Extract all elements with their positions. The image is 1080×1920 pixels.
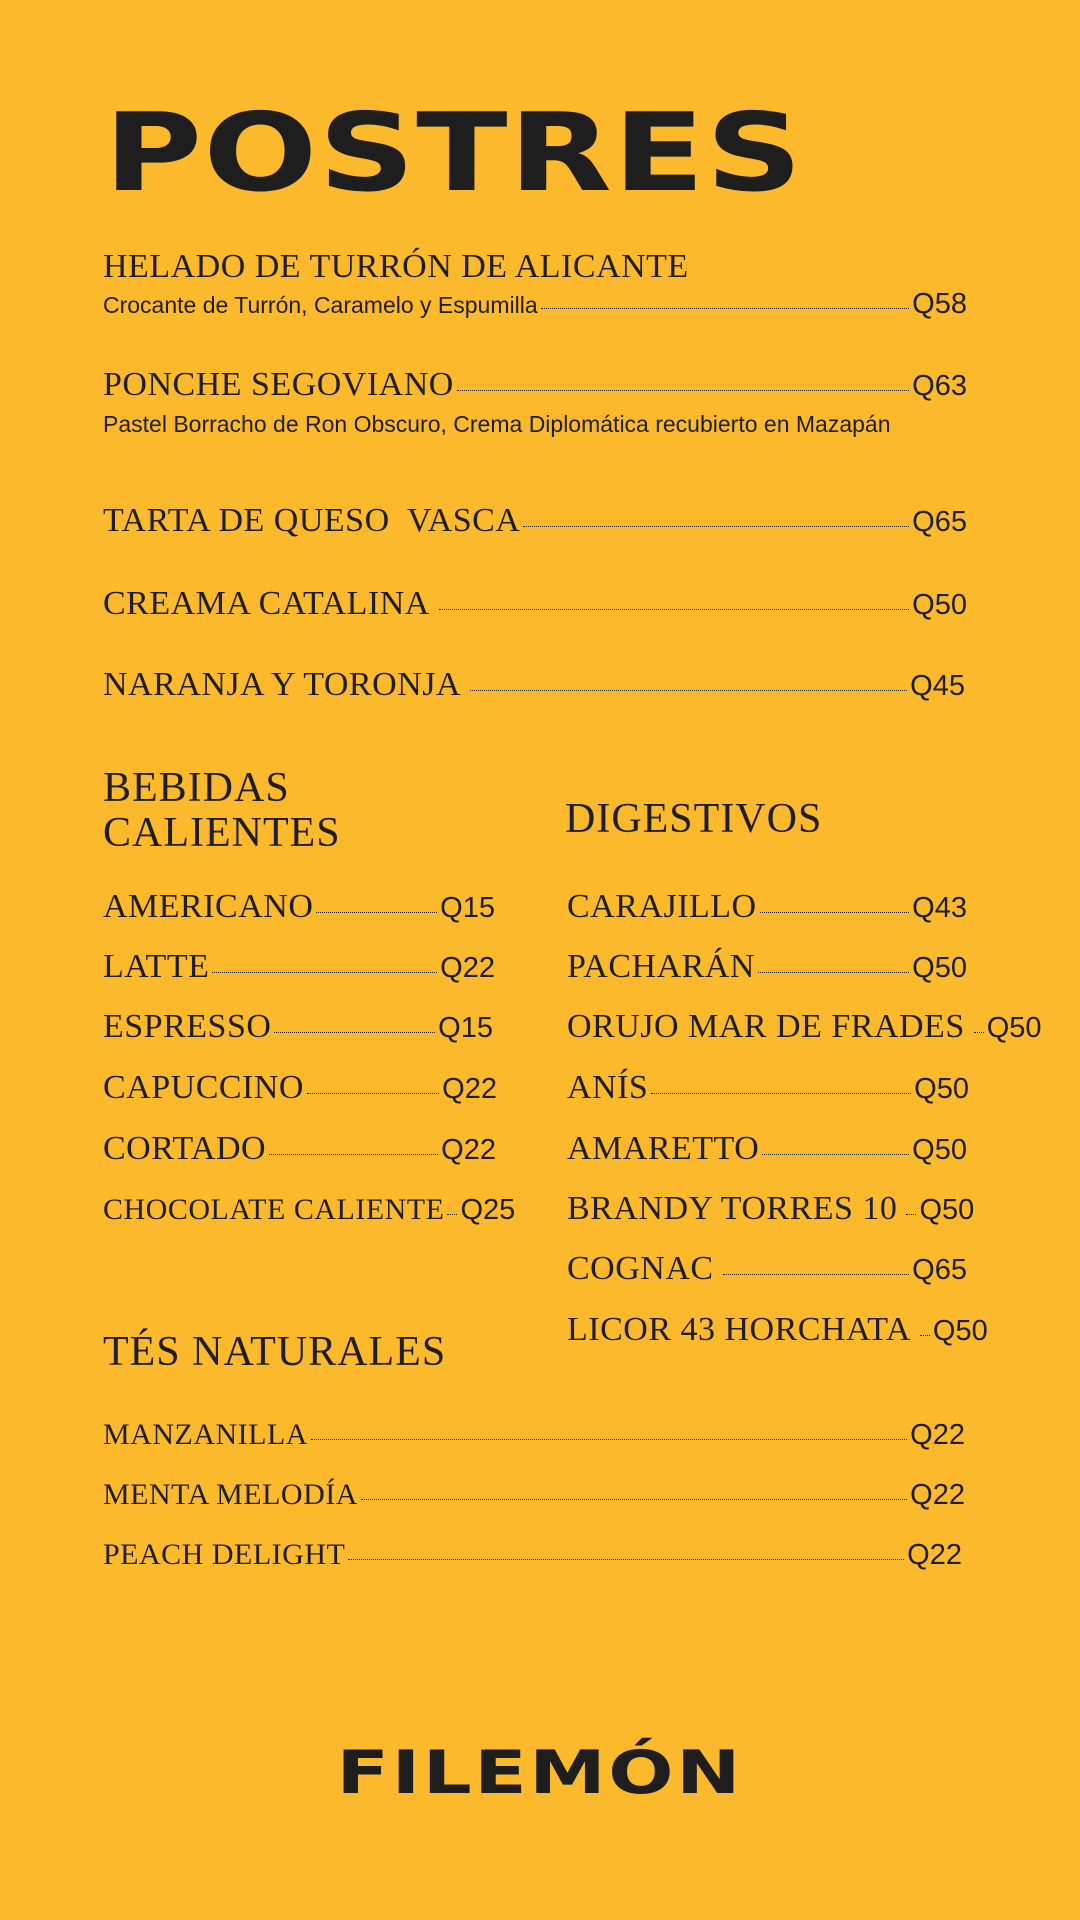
menu-item-ponche <box>103 366 967 404</box>
item-price: Q22 <box>910 1479 965 1511</box>
item-price: Q22 <box>910 1419 965 1451</box>
item-name: CHOCOLATE CALIENTE <box>103 1193 445 1226</box>
menu-item-amaretto <box>567 1130 967 1168</box>
dot-leader <box>651 1093 911 1094</box>
brand-logo <box>0 1738 1080 1808</box>
menu-item-capuccino <box>103 1069 497 1107</box>
menu-item-tarta <box>103 502 967 540</box>
item-name: MANZANILLA <box>103 1418 308 1451</box>
dot-leader <box>457 390 909 391</box>
item-price: Q15 <box>440 892 495 924</box>
item-name: ANÍS <box>567 1069 649 1106</box>
section-title-bebidas-calientes <box>103 766 341 856</box>
menu-item-anis <box>567 1069 969 1107</box>
item-name: BRANDY TORRES 10 <box>567 1190 898 1227</box>
item-price: Q43 <box>912 892 967 924</box>
dot-leader <box>541 308 910 309</box>
section-title-line: CALIENTES <box>103 810 341 856</box>
item-price: Q25 <box>460 1194 516 1226</box>
dot-leader <box>760 912 910 913</box>
item-price: Q50 <box>914 1073 969 1105</box>
item-price: Q50 <box>912 1134 967 1166</box>
item-description: Crocante de Turrón, Caramelo y Espumilla <box>103 292 538 318</box>
item-price: Q50 <box>986 1012 1042 1044</box>
item-price: Q58 <box>912 288 967 320</box>
menu-item-brandy <box>567 1190 975 1228</box>
menu-item-espresso <box>103 1008 493 1046</box>
dot-leader <box>758 972 909 973</box>
item-name: HELADO DE TURRÓN DE ALICANTE <box>103 248 689 285</box>
dot-leader <box>269 1154 438 1155</box>
item-price: Q50 <box>912 952 967 984</box>
dot-leader <box>723 1274 910 1275</box>
item-name: AMERICANO <box>103 888 314 925</box>
dot-leader <box>974 1032 984 1033</box>
item-name: CREAMA CATALINA <box>103 585 430 622</box>
dot-leader <box>920 1335 930 1336</box>
dot-leader <box>906 1214 916 1215</box>
menu-title: POSTRES <box>104 91 804 216</box>
item-name: CARAJILLO <box>567 888 757 925</box>
item-name: LATTE <box>103 948 210 985</box>
dot-leader <box>447 1214 457 1215</box>
menu-item-naranja <box>103 666 965 704</box>
dot-leader <box>212 972 437 973</box>
item-name: MENTA MELODÍA <box>103 1478 358 1511</box>
dot-leader <box>311 1439 907 1440</box>
menu-item-cortado <box>103 1130 496 1168</box>
item-name: AMARETTO <box>567 1130 760 1167</box>
item-name: LICOR 43 HORCHATA <box>567 1311 911 1348</box>
brand-name: FILEMÓN <box>336 1738 744 1808</box>
menu-item-helado-name <box>103 248 689 286</box>
item-price: Q22 <box>907 1539 962 1571</box>
item-name: ORUJO MAR DE FRADES <box>567 1008 965 1045</box>
menu-item-peach-delight <box>103 1538 962 1572</box>
menu-item-pacharan <box>567 948 967 986</box>
menu-item-cognac <box>567 1250 967 1288</box>
item-price: Q22 <box>441 1134 496 1166</box>
item-name: PONCHE SEGOVIANO <box>103 366 454 403</box>
item-name: COGNAC <box>567 1250 714 1287</box>
item-price: Q50 <box>932 1315 988 1347</box>
item-description: Pastel Borracho de Ron Obscuro, Crema Diplomática recubierto en Mazapán <box>103 411 891 437</box>
dot-leader <box>470 690 907 691</box>
dot-leader <box>274 1032 435 1033</box>
item-name: ESPRESSO <box>103 1008 272 1045</box>
menu-item-latte <box>103 948 495 986</box>
item-price: Q63 <box>912 370 967 402</box>
item-price: Q22 <box>440 952 495 984</box>
section-title-tes-naturales: TÉS NATURALES <box>103 1329 447 1375</box>
menu-item-helado <box>103 288 967 321</box>
item-name: PACHARÁN <box>567 948 755 985</box>
dot-leader <box>762 1154 909 1155</box>
item-price: Q65 <box>912 1254 967 1286</box>
dot-leader <box>439 609 909 610</box>
menu-item-creama <box>103 585 967 623</box>
menu-item-chocolate-caliente <box>103 1193 516 1227</box>
dot-leader <box>307 1093 439 1094</box>
menu-item-manzanilla <box>103 1418 965 1452</box>
menu-item-licor-43 <box>567 1311 988 1349</box>
menu-item-americano <box>103 888 495 926</box>
item-price: Q45 <box>910 670 965 702</box>
menu-item-orujo <box>567 1008 1042 1046</box>
section-title-digestivos: DIGESTIVOS <box>565 796 823 842</box>
item-price: Q15 <box>438 1012 493 1044</box>
item-name: CAPUCCINO <box>103 1069 304 1106</box>
item-name: NARANJA Y TORONJA <box>103 666 461 703</box>
item-price: Q65 <box>912 506 967 538</box>
dot-leader <box>523 526 909 527</box>
dot-leader <box>348 1559 904 1560</box>
item-price: Q50 <box>912 589 967 621</box>
dot-leader <box>316 912 437 913</box>
dot-leader <box>361 1499 907 1500</box>
item-price: Q50 <box>919 1194 975 1226</box>
menu-item-menta-melodia <box>103 1478 965 1512</box>
section-title-line: BEBIDAS <box>103 765 290 811</box>
item-price: Q22 <box>442 1073 497 1105</box>
item-name: PEACH DELIGHT <box>103 1538 346 1571</box>
menu-item-carajillo <box>567 888 967 926</box>
item-name: CORTADO <box>103 1130 267 1167</box>
item-name: TARTA DE QUESO VASCA <box>103 502 521 539</box>
